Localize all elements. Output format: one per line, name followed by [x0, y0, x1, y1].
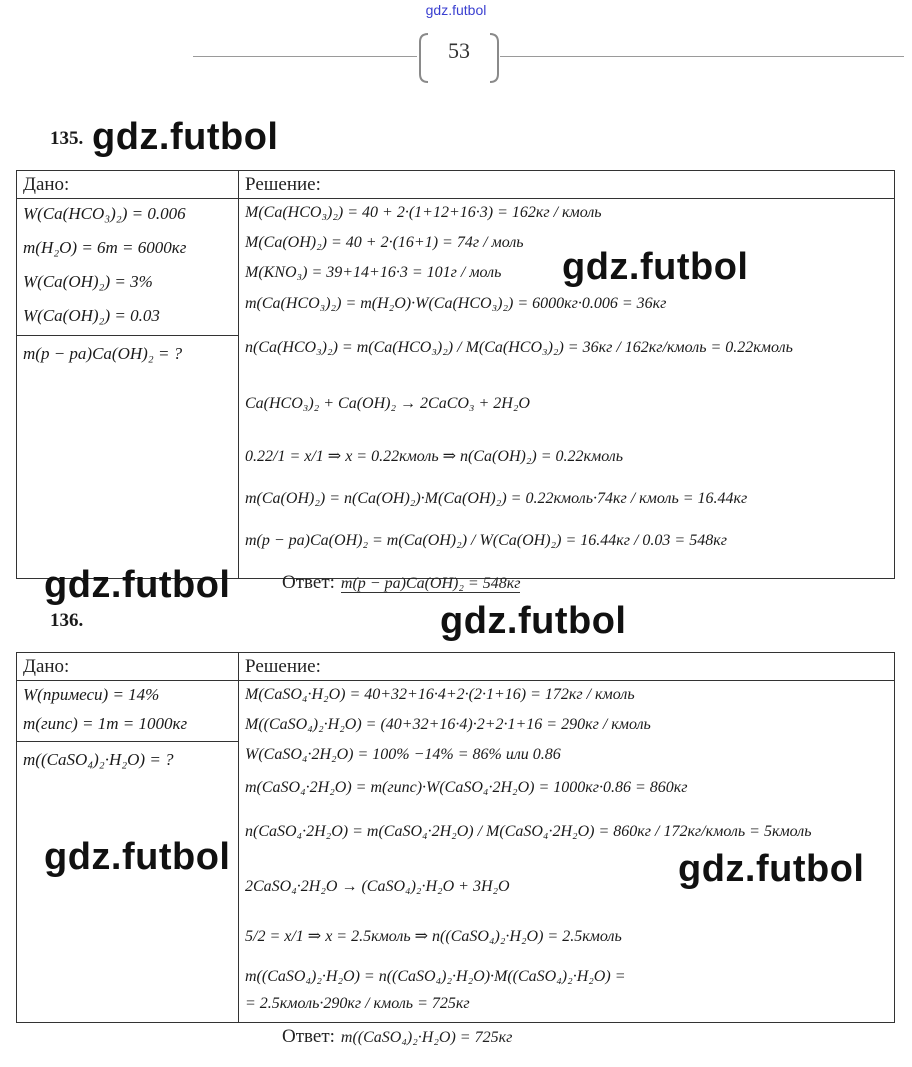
given-header: Дано:: [17, 653, 239, 681]
header-rule-left: [193, 56, 417, 57]
solution-line: = 2.5кмоль·290кг / кмоль = 725кг: [245, 995, 470, 1012]
watermark: gdz.futbol: [440, 600, 627, 642]
given-line: W(Ca(OH)₂) = 3%: [23, 272, 153, 291]
answer-value: m((CaSO₄)₂·H₂O) = 725кг: [340, 1029, 513, 1046]
solution-line: m(CaSO₄·2H₂O) = m(гипс)·W(CaSO₄·2H₂O) = 1000кг·0.86 = 860кг: [245, 779, 688, 796]
given-line: m(гипс) = 1т = 1000кг: [23, 714, 188, 733]
solution-line: 0.22/1 = x/1 ⇒ x = 0.22кмоль ⇒ n(Ca(OH)₂) = 0.22кмоль: [245, 448, 624, 465]
problem-number-135: 135.: [50, 128, 84, 149]
find-line: m(p − pa)Ca(OH)₂ = ?: [23, 344, 183, 363]
solution-header: Решение:: [239, 653, 895, 681]
solution-line: m((CaSO₄)₂·H₂O) = n((CaSO₄)₂·H₂O)·M((CaSO₄)₂·H₂O) =: [245, 968, 626, 985]
watermark: gdz.futbol: [44, 564, 231, 606]
given-header: Дано:: [17, 171, 239, 199]
solution-line: n(CaSO₄·2H₂O) = m(CaSO₄·2H₂O) / M(CaSO₄·2H₂O) = 860кг / 172кг/кмоль = 5кмоль: [245, 823, 812, 840]
answer-label: Ответ:: [282, 572, 335, 593]
given-line: W(Ca(OH)₂) = 0.03: [23, 306, 160, 325]
given-line: W(примеси) = 14%: [23, 685, 160, 704]
solution-line: M(KNO₃) = 39+14+16·3 = 101г / моль: [245, 264, 502, 281]
watermark: gdz.futbol: [92, 116, 279, 158]
answer-135: [282, 572, 520, 594]
problem-number-136: 136.: [50, 610, 84, 631]
problem-135-table: [16, 170, 895, 579]
solution-line: n(Ca(HCO₃)₂) = m(Ca(HCO₃)₂) / M(Ca(HCO₃)₂) = 36кг / 162кг/кмоль = 0.22кмоль: [245, 339, 793, 356]
watermark: gdz.futbol: [44, 836, 231, 878]
given-cell: [17, 681, 239, 742]
find-cell: [17, 742, 239, 1023]
site-url-header[interactable]: gdz.futbol: [425, 2, 487, 18]
find-line: m((CaSO₄)₂·H₂O) = ?: [23, 750, 174, 769]
answer-value: m(p − pa)Ca(OH)₂ = 548кг: [340, 575, 521, 592]
given-line: W(Ca(HCO₃)₂) = 0.006: [23, 204, 186, 223]
header-rule-right: [500, 56, 904, 57]
find-cell: [17, 336, 239, 579]
solution-line: W(CaSO₄·2H₂O) = 100% −14% = 86% или 0.86: [245, 746, 561, 763]
solution-line: M(Ca(OH)₂) = 40 + 2·(16+1) = 74г / моль: [245, 234, 524, 251]
solution-line: m(Ca(OH)₂) = n(Ca(OH)₂)·M(Ca(OH)₂) = 0.22кмоль·74кг / кмоль = 16.44кг: [245, 490, 748, 507]
solution-line: M(Ca(HCO₃)₂) = 40 + 2·(1+12+16·3) = 162кг / кмоль: [245, 204, 602, 221]
solution-line: M((CaSO₄)₂·H₂O) = (40+32+16·4)·2+2·1+16 = 290кг / кмоль: [245, 716, 651, 733]
watermark: gdz.futbol: [562, 246, 749, 288]
given-cell: [17, 199, 239, 336]
solution-header: Решение:: [239, 171, 895, 199]
page-number: 53: [448, 38, 470, 63]
reaction-equation: 2CaSO₄·2H₂O → (CaSO₄)₂·H₂O + 3H₂O: [245, 878, 510, 895]
solution-line: m(Ca(HCO₃)₂) = m(H₂O)·W(Ca(HCO₃)₂) = 6000кг·0.006 = 36кг: [245, 295, 667, 312]
answer-label: Ответ:: [282, 1026, 335, 1047]
solution-line: M(CaSO₄·H₂O) = 40+32+16·4+2·(2·1+16) = 172кг / кмоль: [245, 686, 635, 703]
solution-line: m(p − pa)Ca(OH)₂ = m(Ca(OH)₂) / W(Ca(OH)₂) = 16.44кг / 0.03 = 548кг: [245, 532, 727, 549]
solution-line: 5/2 = x/1 ⇒ x = 2.5кмоль ⇒ n((CaSO₄)₂·H₂O) = 2.5кмоль: [245, 928, 622, 945]
given-line: m(H₂O) = 6т = 6000кг: [23, 238, 187, 257]
reaction-equation: Ca(HCO₃)₂ + Ca(OH)₂ → 2CaCO₃ + 2H₂O: [245, 395, 530, 412]
answer-136: [282, 1026, 512, 1048]
watermark: gdz.futbol: [678, 848, 865, 890]
